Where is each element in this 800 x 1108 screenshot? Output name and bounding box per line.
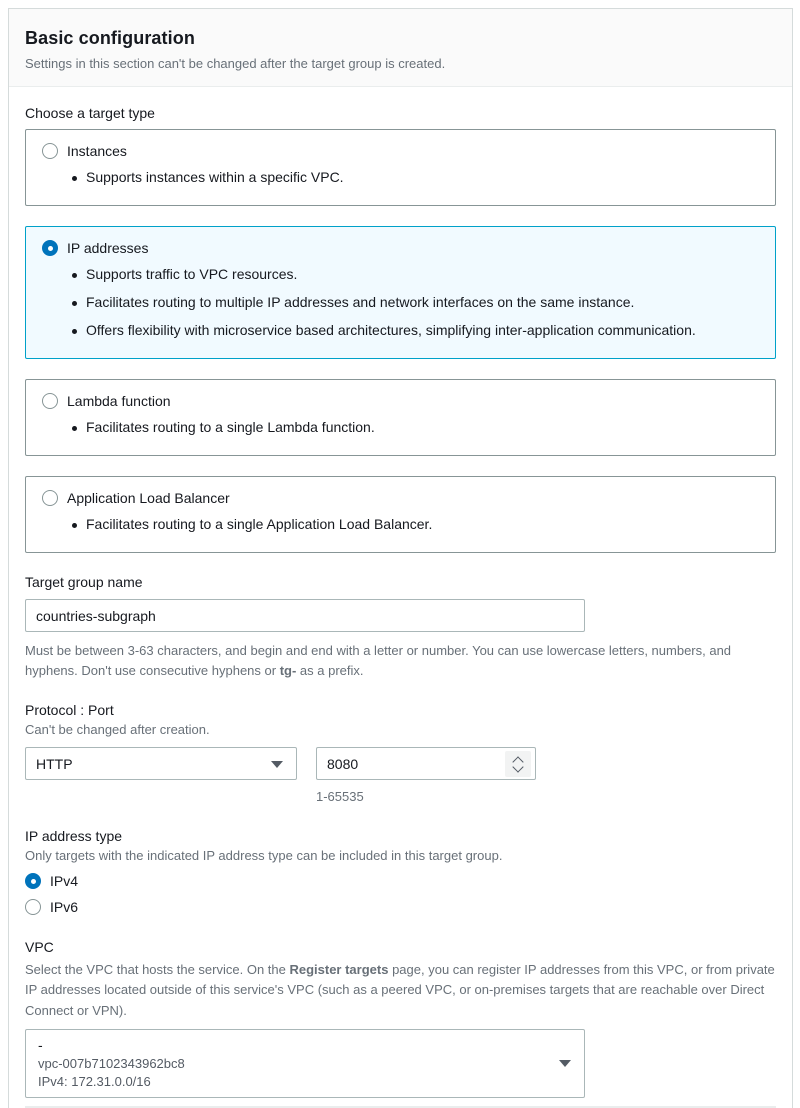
target-group-name-input[interactable]: [25, 599, 585, 632]
radio-lambda-function[interactable]: [42, 393, 58, 409]
bullet-item: Facilitates routing to a single Lambda function.: [72, 413, 759, 441]
panel-content: [9, 87, 792, 1108]
tile-instances-label: Instances: [67, 143, 127, 159]
port-input-value: 8080: [327, 755, 359, 772]
radio-application-load-balancer[interactable]: [42, 490, 58, 506]
vpc-select-cidr: IPv4: 172.31.0.0/16: [38, 1073, 151, 1089]
radio-ip-addresses[interactable]: [42, 240, 58, 256]
vpc-section: [25, 939, 776, 1097]
radio-ipv6[interactable]: [25, 899, 41, 915]
vpc-select[interactable]: [25, 1029, 585, 1098]
protocol-port-label: Protocol : Port: [25, 702, 114, 719]
port-range-note: 1-65535: [316, 789, 364, 805]
vpc-desc-bold: Register targets: [289, 962, 389, 978]
target-type-tiles: [25, 129, 776, 553]
bullet-item: Supports instances within a specific VPC.: [72, 163, 759, 191]
tile-application-load-balancer[interactable]: [25, 476, 776, 553]
basic-configuration-panel: [8, 8, 793, 1108]
tile-ip-addresses-label: IP addresses: [67, 240, 149, 256]
vpc-label: VPC: [25, 939, 54, 956]
tile-instances-bullets: [72, 163, 759, 191]
section-divider: [25, 1106, 776, 1108]
vpc-description: [25, 960, 776, 1020]
bullet-item: Offers flexibility with microservice based architectures, simplifying inter-application communication.: [72, 316, 759, 344]
vpc-select-id: vpc-007b7102343962bc8: [38, 1055, 185, 1071]
tile-ip-addresses[interactable]: [25, 226, 776, 359]
port-stepper[interactable]: [505, 751, 531, 777]
vpc-desc-prefix: Select the VPC that hosts the service. On the: [25, 962, 290, 978]
bullet-item: Facilitates routing to a single Application Load Balancer.: [72, 510, 759, 538]
panel-header: [9, 9, 792, 87]
chevron-down-icon: [271, 761, 283, 768]
target-group-name-label: Target group name: [25, 574, 143, 590]
protocol-port-row: [25, 747, 776, 804]
panel-subtitle: Settings in this section can't be changed after the target group is created.: [25, 56, 446, 71]
radio-ipv4[interactable]: [25, 873, 41, 889]
vpc-select-primary: -: [38, 1036, 43, 1053]
protocol-port-section: [25, 702, 776, 804]
bullet-item: Supports traffic to VPC resources.: [72, 260, 759, 288]
target-group-name-section: [25, 574, 776, 681]
protocol-port-note: Can't be changed after creation.: [25, 722, 210, 738]
ip-address-type-label: IP address type: [25, 828, 123, 845]
port-input[interactable]: [316, 747, 536, 780]
radio-ipv6-label: IPv6: [50, 899, 79, 916]
panel-title: Basic configuration: [25, 28, 195, 48]
target-type-label: Choose a target type: [25, 105, 155, 121]
chevron-down-icon: [559, 1060, 571, 1067]
protocol-select-value: HTTP: [36, 755, 73, 772]
help-text-suffix: as a prefix.: [296, 663, 364, 679]
bullet-item: Facilitates routing to multiple IP addresses and network interfaces on the same instance.: [72, 288, 759, 316]
protocol-select[interactable]: [25, 747, 297, 780]
help-text-prefix: Must be between 3-63 characters, and begin and end with a letter or number. You can use lowercase letters, numbers, and hyphens. Don't use consecutive hyphens or: [25, 643, 732, 679]
tile-alb-head: [42, 490, 759, 506]
tile-lambda-function-head: [42, 393, 759, 409]
tile-ip-addresses-bullets: [72, 260, 759, 344]
ip-address-type-note: Only targets with the indicated IP address type can be included in this target group.: [25, 848, 503, 864]
radio-ipv4-label: IPv4: [50, 873, 79, 890]
tile-lambda-function[interactable]: [25, 379, 776, 456]
ip-address-type-section: [25, 828, 776, 915]
tile-lambda-function-label: Lambda function: [67, 393, 171, 409]
vpc-desc-suffix: page, you can register IP addresses from this VPC, or from private IP addresses located outside of this service's VPC (such as a peered VPC, or on-premises targets that are reachable over Direct Connect or VPN).: [25, 962, 775, 1018]
tile-alb-label: Application Load Balancer: [67, 490, 230, 506]
tile-alb-bullets: [72, 510, 759, 538]
tile-instances[interactable]: [25, 129, 776, 206]
tile-lambda-function-bullets: [72, 413, 759, 441]
port-field-wrap: [316, 747, 536, 804]
tile-instances-head: [42, 143, 759, 159]
target-group-name-help: [25, 641, 776, 681]
help-text-bold: tg-: [279, 663, 297, 679]
radio-row-ipv6[interactable]: [25, 899, 776, 915]
tile-ip-addresses-head: [42, 240, 759, 256]
radio-instances[interactable]: [42, 143, 58, 159]
radio-row-ipv4[interactable]: [25, 873, 776, 889]
